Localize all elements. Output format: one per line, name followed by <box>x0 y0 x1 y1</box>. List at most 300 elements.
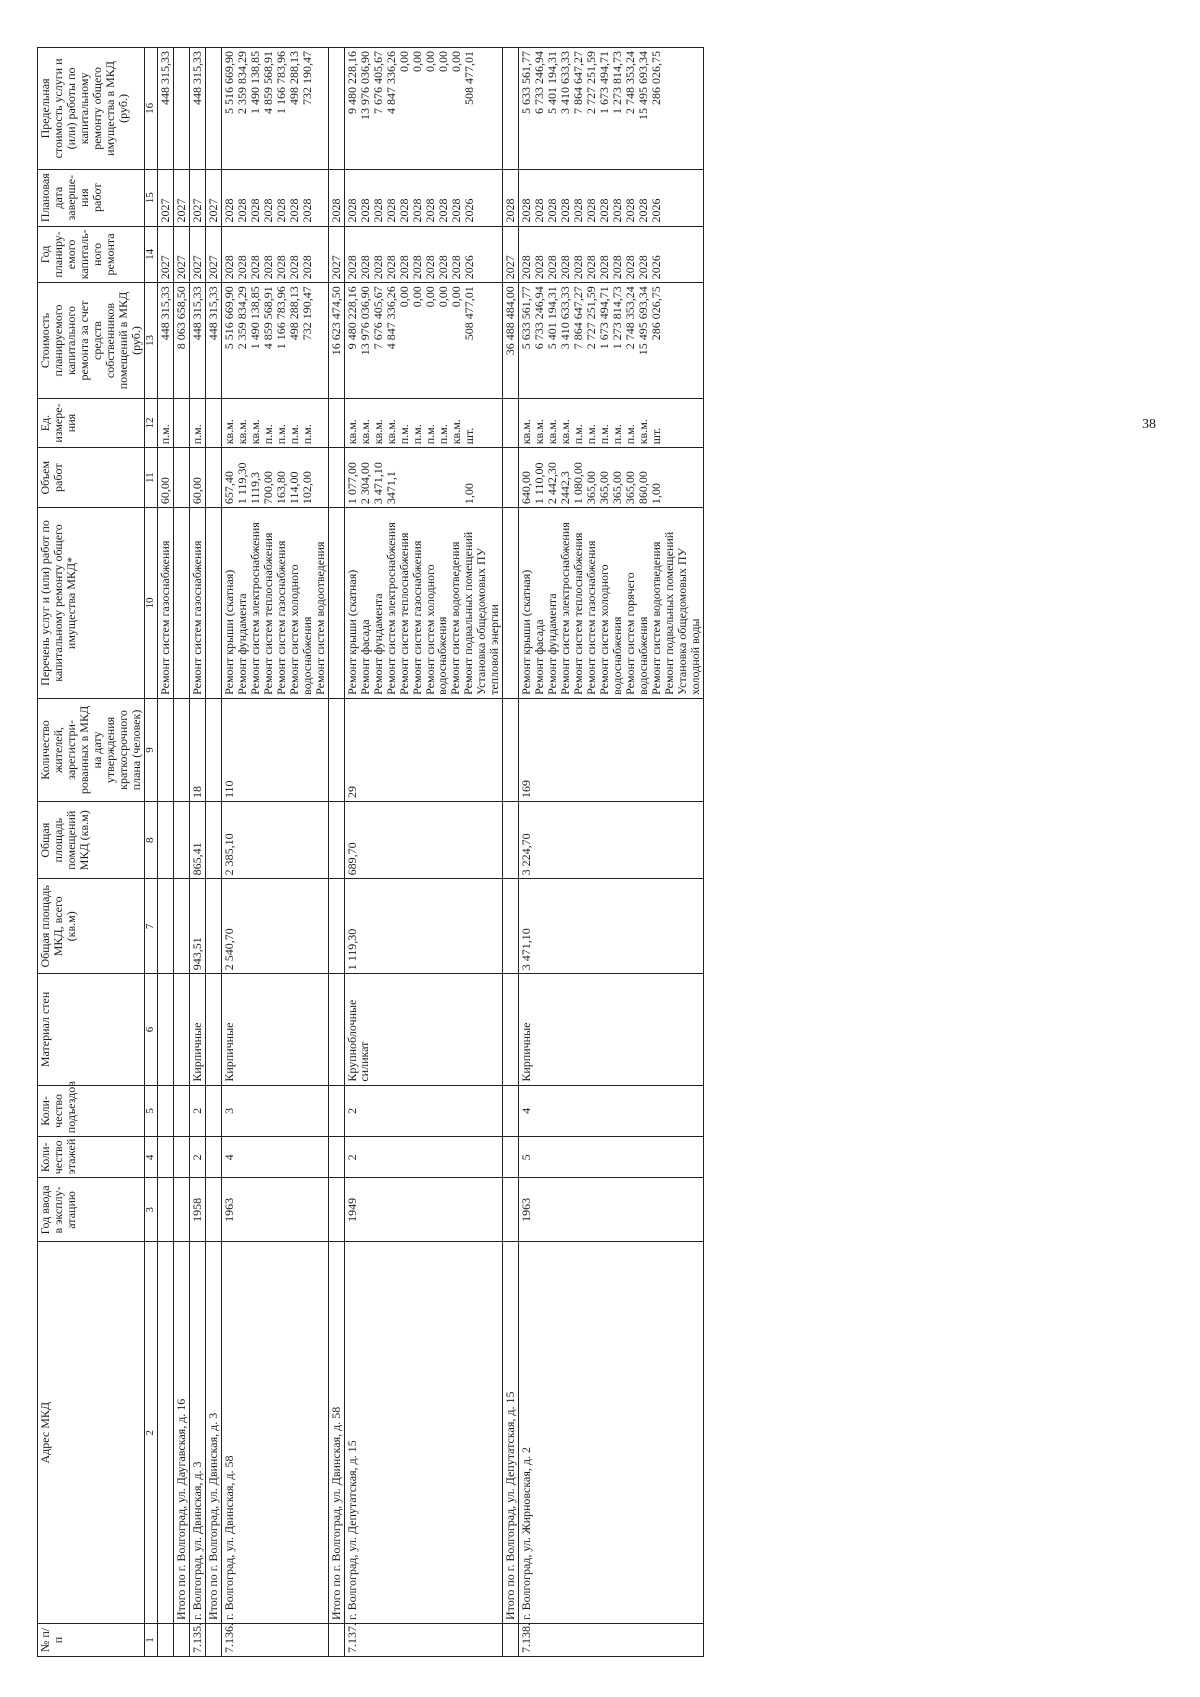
cell-line: 13 976 036,90 <box>357 51 372 120</box>
table-row <box>344 48 503 1657</box>
cell-line: 163,80 <box>273 471 288 505</box>
cell-line: кв.м. <box>448 419 463 445</box>
column-number: 13 <box>144 283 157 399</box>
cell-line: 6 733 246,94 <box>532 51 547 114</box>
cell-line: 2027 <box>157 198 172 223</box>
cell-entrances <box>173 1085 189 1137</box>
cell-line: 4 859 568,91 <box>260 51 275 114</box>
cell-line <box>424 451 437 504</box>
cell-line: 114,00 <box>286 471 301 505</box>
cell-line: 3 471,10 <box>370 462 385 505</box>
cell-address: г. Волгоград, ул. Жирновская, д. 2 <box>519 1242 704 1624</box>
cell-floors <box>157 1137 173 1178</box>
cell-line: Ремонт систем водоотведения <box>312 541 327 695</box>
cell-line: 2028 <box>357 255 372 280</box>
cell-unit <box>519 398 704 448</box>
cell-entrances <box>157 1085 173 1137</box>
cell-line: 0,00 <box>435 286 450 308</box>
cell-line: 508 477,01 <box>461 51 476 105</box>
cell-area-total <box>157 879 173 974</box>
cell-line: 5 633 561,77 <box>519 286 534 350</box>
cell-line: 2 727 251,59 <box>584 286 599 350</box>
cell-volume <box>157 448 173 508</box>
cell-line: Ремонт крыши (скатная) <box>519 569 534 695</box>
cell-cost <box>189 283 205 399</box>
header-row <box>38 48 145 1657</box>
cell-line: 60,00 <box>157 477 172 505</box>
cell-line: 5 633 561,77 <box>519 51 534 114</box>
cell-line: 2028 <box>357 198 372 223</box>
column-number: 7 <box>144 879 157 974</box>
cell-plan-year <box>503 226 519 283</box>
cell-line <box>504 511 517 695</box>
cell-line: 2028 <box>370 255 385 280</box>
cell-unit <box>503 398 519 448</box>
cell-line: п.м. <box>396 424 411 445</box>
cell-line: Ремонт подвальных помещений <box>461 531 476 695</box>
cell-line: 2028 <box>448 255 463 280</box>
cell-address: г. Волгоград, ул. Двинская, д. 3 <box>189 1242 205 1624</box>
column-header: Коли-чество подъездов <box>38 1085 145 1137</box>
cell-volume <box>173 448 189 508</box>
cell-line: 2028 <box>422 198 437 223</box>
cell-volume <box>328 448 344 508</box>
cell-line: 2028 <box>571 198 586 223</box>
cell-line: 2028 <box>610 255 625 280</box>
cell-line: 2028 <box>286 198 301 223</box>
cell-line: п.м. <box>409 424 424 445</box>
cell-line: 2027 <box>157 255 172 280</box>
cell-area-rooms <box>328 802 344 879</box>
cell-end-year <box>205 169 221 226</box>
cell-end-year <box>328 169 344 226</box>
cell-line: 2028 <box>344 255 359 280</box>
cell-line: Ремонт систем горячего водоснабжения <box>623 572 651 695</box>
column-header: Предельная стоимость услуги и (или) работы по капитальному ремонту общего имущества в МКД (руб.) <box>38 48 145 170</box>
cell-floors <box>503 1137 519 1178</box>
cell-line: Установка общедомовых ПУ тепловой энергии <box>474 547 502 695</box>
cell-limit <box>519 48 704 170</box>
cell-works <box>328 508 344 699</box>
cell-line: 2027 <box>189 198 204 223</box>
cell-area-total <box>173 879 189 974</box>
cell-line: п.м. <box>286 424 301 445</box>
column-header: Перечень услуг и (или) работ по капитальному ремонту общего имущества МКД* <box>38 508 145 699</box>
cell-no <box>157 1624 173 1657</box>
cell-line <box>175 451 188 504</box>
cell-line: Ремонт систем холодного водоснабжения <box>286 564 314 695</box>
cell-line: 2027 <box>503 255 518 280</box>
cell-line: 1 673 494,71 <box>597 51 612 114</box>
cell-line: 4 847 336,26 <box>383 51 398 114</box>
cell-line: шт. <box>649 427 664 445</box>
cell-line: 448 315,33 <box>205 286 220 341</box>
cell-area-rooms <box>503 802 519 879</box>
cell-line: 1 273 814,73 <box>610 51 625 114</box>
cell-limit <box>189 48 205 170</box>
cell-line: 2028 <box>636 198 651 223</box>
cell-line: 16 623 474,50 <box>328 286 343 356</box>
cell-line: Установка общедомовых ПУ холодной воды <box>675 547 703 695</box>
cell-year <box>173 1178 189 1242</box>
cell-line: 2 442,30 <box>545 462 560 505</box>
cell-entrances: 2 <box>344 1085 503 1137</box>
cell-line: Ремонт фасада <box>357 619 372 695</box>
cell-cost <box>519 283 704 399</box>
cell-line: п.м. <box>422 424 437 445</box>
column-header: Общая площадь помещений МКД (кв.м) <box>38 802 145 879</box>
cell-line: 2028 <box>558 255 573 280</box>
cell-line: 2028 <box>370 198 385 223</box>
cell-line: 2028 <box>422 255 437 280</box>
cell-no <box>328 1624 344 1657</box>
cell-line: 8 063 658,50 <box>173 286 188 350</box>
cell-walls <box>328 974 344 1085</box>
cell-line: кв.м. <box>357 419 372 445</box>
cell-line: 2028 <box>558 198 573 223</box>
cell-end-year <box>189 169 205 226</box>
cell-line: 2028 <box>383 198 398 223</box>
cell-floors: 2 <box>344 1137 503 1178</box>
cell-year <box>503 1178 519 1242</box>
cell-plan-year <box>328 226 344 283</box>
cell-line: 3 410 633,33 <box>558 51 573 114</box>
cell-line: 2028 <box>247 198 262 223</box>
cell-floors <box>173 1137 189 1178</box>
cell-walls: Кирпичные <box>221 974 328 1085</box>
cell-line <box>207 402 220 445</box>
cell-line: Ремонт систем газоснабжения <box>273 540 288 695</box>
cell-line <box>330 402 343 445</box>
cell-line: Ремонт систем теплоснабжения <box>571 532 586 695</box>
cell-line: 5 516 669,90 <box>221 51 236 114</box>
cell-works <box>205 508 221 699</box>
cell-line: 1 166 783,96 <box>273 286 288 350</box>
cell-line: 2028 <box>571 255 586 280</box>
column-number: 10 <box>144 508 157 699</box>
column-header: Количество жителей, зарегистри-рованных в МКД на дату утверждения краткосрочного плана (человек) <box>38 698 145 801</box>
cell-line: кв.м. <box>234 419 249 445</box>
cell-entrances <box>503 1085 519 1137</box>
cell-line: 2028 <box>584 255 599 280</box>
cell-no: 7.137. <box>344 1624 503 1657</box>
column-header: Адрес МКД <box>38 1242 145 1624</box>
cell-line: Ремонт систем теплоснабжения <box>396 532 411 695</box>
cell-floors: 4 <box>221 1137 328 1178</box>
cell-line <box>207 51 220 166</box>
cell-line: Ремонт систем газоснабжения <box>157 540 172 695</box>
cell-line: 2028 <box>247 255 262 280</box>
cell-line: кв.м. <box>370 419 385 445</box>
cell-line: 7 864 647,27 <box>571 51 586 114</box>
cell-line: кв.м. <box>532 419 547 445</box>
cell-unit <box>189 398 205 448</box>
cell-year: 1963 <box>519 1178 704 1242</box>
cell-line: 2028 <box>396 198 411 223</box>
cell-line: 2442,3 <box>558 471 573 505</box>
cell-line: 448 315,33 <box>157 286 172 341</box>
cell-line: Ремонт фундамента <box>545 593 560 695</box>
cell-area-rooms: 3 224,70 <box>519 802 704 879</box>
cell-line: 2028 <box>221 198 236 223</box>
cell-line: 2028 <box>448 198 463 223</box>
cell-line: 2027 <box>173 255 188 280</box>
cell-line: 2028 <box>584 198 599 223</box>
column-header: Плановая дата заверше-ния работ <box>38 169 145 226</box>
cell-line: 0,00 <box>422 51 437 72</box>
column-header: Стоимость планируемого капитального ремонта за счет средств собственников помещений в МКД (руб.) <box>38 283 145 399</box>
column-header: Объем работ <box>38 448 145 508</box>
cell-works <box>344 508 503 699</box>
cell-line: 448 315,33 <box>189 51 204 105</box>
cell-no: 7.135. <box>189 1624 205 1657</box>
cell-year: 1963 <box>221 1178 328 1242</box>
cell-line: 2028 <box>519 198 534 223</box>
cell-line: 2028 <box>435 255 450 280</box>
table-row-subtotal <box>328 48 344 1657</box>
cell-line: 365,00 <box>584 471 599 505</box>
cell-line: 2027 <box>205 198 220 223</box>
column-number: 16 <box>144 48 157 170</box>
cell-plan-year <box>221 226 328 283</box>
cell-unit <box>157 398 173 448</box>
cell-walls: Кирпичные <box>519 974 704 1085</box>
cell-area-rooms: 865,41 <box>189 802 205 879</box>
table-row-subtotal <box>503 48 519 1657</box>
cell-line: 2028 <box>273 198 288 223</box>
cell-line: 1,00 <box>649 483 664 505</box>
cell-plan-year <box>157 226 173 283</box>
cell-line: 15 495 693,34 <box>636 286 651 356</box>
cell-line: 2028 <box>234 255 249 280</box>
cell-line <box>411 451 424 504</box>
cell-limit <box>328 48 344 170</box>
cell-cost <box>173 283 189 399</box>
cell-line: п.м. <box>610 424 625 445</box>
cell-line: 2028 <box>299 198 314 223</box>
cell-line: 9 480 228,16 <box>344 51 359 114</box>
cell-volume <box>344 448 503 508</box>
cell-line <box>437 451 450 504</box>
cell-address: г. Волгоград, ул. Двинская, д. 58 <box>221 1242 328 1624</box>
table-row <box>519 48 704 1657</box>
cell-line: Ремонт систем газоснабжения <box>584 540 599 695</box>
column-number: 11 <box>144 448 157 508</box>
cell-line: 2028 <box>532 198 547 223</box>
cell-line: 0,00 <box>422 286 437 308</box>
cell-entrances: 4 <box>519 1085 704 1137</box>
cell-line <box>330 451 343 504</box>
cell-line: Ремонт систем электроснабжения <box>558 522 573 695</box>
cell-line: 732 190,47 <box>299 286 314 341</box>
cell-line: 2027 <box>189 255 204 280</box>
cell-line: 0,00 <box>409 51 424 72</box>
column-header: Год ввода в эксплу-атацию <box>38 1178 145 1242</box>
cell-line: кв.м. <box>383 419 398 445</box>
cell-plan-year <box>205 226 221 283</box>
cell-address: Итого по г. Волгоград, ул. Даугавская, д. 16 <box>173 1242 189 1624</box>
cell-line: 0,00 <box>409 286 424 308</box>
cell-cost <box>157 283 173 399</box>
cell-line: Ремонт систем электроснабжения <box>247 522 262 695</box>
cell-residents <box>173 698 189 801</box>
cell-cost <box>221 283 328 399</box>
cell-line: 732 190,47 <box>299 51 314 105</box>
cell-line: кв.м. <box>636 419 651 445</box>
cell-no: 7.138. <box>519 1624 704 1657</box>
cell-line: 2026 <box>649 198 664 223</box>
cell-line: 2028 <box>328 198 343 223</box>
cell-unit <box>205 398 221 448</box>
cell-line: 36 488 484,00 <box>503 286 518 356</box>
cell-line: 2028 <box>623 198 638 223</box>
cell-line: 2028 <box>435 198 450 223</box>
cell-line <box>330 511 343 695</box>
cell-line: кв.м. <box>247 419 262 445</box>
cell-line: 2 359 834,29 <box>234 51 249 114</box>
column-number: 8 <box>144 802 157 879</box>
cell-line: 2026 <box>461 198 476 223</box>
cell-residents: 110 <box>221 698 328 801</box>
cell-address <box>157 1242 173 1624</box>
column-number: 15 <box>144 169 157 226</box>
cell-line: 365,00 <box>623 471 638 505</box>
capital-repair-table <box>37 47 704 1657</box>
cell-line: 0,00 <box>448 286 463 308</box>
cell-line: 1 110,00 <box>532 462 547 505</box>
cell-line: 0,00 <box>448 51 463 72</box>
cell-line: 2 748 353,24 <box>623 286 638 350</box>
cell-plan-year <box>344 226 503 283</box>
cell-floors <box>328 1137 344 1178</box>
cell-line: 1 077,00 <box>344 462 359 505</box>
cell-line <box>175 511 188 695</box>
cell-end-year <box>221 169 328 226</box>
cell-limit <box>205 48 221 170</box>
column-number: 3 <box>144 1178 157 1242</box>
column-header: Общая площадь МКД, всего (кв.м) <box>38 879 145 974</box>
cell-line: Ремонт фасада <box>532 619 547 695</box>
cell-line: Ремонт систем водоотведения <box>448 541 463 695</box>
cell-line: 286 026,75 <box>649 286 664 341</box>
cell-limit <box>173 48 189 170</box>
cell-unit <box>173 398 189 448</box>
cell-limit <box>344 48 503 170</box>
cell-line: Ремонт систем холодного водоснабжения <box>597 564 625 695</box>
cell-line: 1,00 <box>461 483 476 505</box>
cell-line: 640,00 <box>519 471 534 505</box>
cell-line: 2028 <box>396 255 411 280</box>
cell-line: п.м. <box>597 424 612 445</box>
cell-line: 7 864 647,27 <box>571 286 586 350</box>
cell-line: 2028 <box>636 255 651 280</box>
cell-line <box>175 402 188 445</box>
cell-no <box>503 1624 519 1657</box>
cell-line: 365,00 <box>610 471 625 505</box>
cell-address: Итого по г. Волгоград, ул. Депутатская, д. 15 <box>503 1242 519 1624</box>
cell-end-year <box>173 169 189 226</box>
cell-line: 2028 <box>610 198 625 223</box>
cell-works <box>173 508 189 699</box>
cell-line: 1 166 783,96 <box>273 51 288 114</box>
cell-line: 7 676 405,67 <box>370 286 385 350</box>
cell-line: 2028 <box>409 198 424 223</box>
cell-residents <box>503 698 519 801</box>
table-row <box>221 48 328 1657</box>
cell-floors <box>205 1137 221 1178</box>
cell-line: 286 026,75 <box>649 51 664 105</box>
cell-line: 15 495 693,34 <box>636 51 651 120</box>
column-number: 14 <box>144 226 157 283</box>
cell-line: 0,00 <box>435 51 450 72</box>
cell-plan-year <box>173 226 189 283</box>
cell-line: 2026 <box>461 255 476 280</box>
cell-line: 4 847 336,26 <box>383 286 398 350</box>
cell-line: 2027 <box>328 255 343 280</box>
cell-line: 3 410 633,33 <box>558 286 573 350</box>
cell-line: 2028 <box>383 255 398 280</box>
cell-line: п.м. <box>157 424 172 445</box>
cell-residents <box>157 698 173 801</box>
cell-year <box>205 1178 221 1242</box>
cell-address: Итого по г. Волгоград, ул. Двинская, д. 58 <box>328 1242 344 1624</box>
cell-line: 2026 <box>649 255 664 280</box>
cell-area-total: 943,51 <box>189 879 205 974</box>
cell-no: 7.136. <box>221 1624 328 1657</box>
cell-line <box>398 451 411 504</box>
cell-residents <box>328 698 344 801</box>
cell-line: 2028 <box>260 198 275 223</box>
cell-residents: 29 <box>344 698 503 801</box>
cell-year: 1958 <box>189 1178 205 1242</box>
cell-line: 0,00 <box>396 51 411 72</box>
cell-line: 2028 <box>234 198 249 223</box>
cell-line <box>207 511 220 695</box>
cell-line: 1 490 138,85 <box>247 286 262 350</box>
cell-area-total: 1 119,30 <box>344 879 503 974</box>
cell-entrances: 2 <box>189 1085 205 1137</box>
cell-line: п.м. <box>299 424 314 445</box>
cell-line: 102,00 <box>299 471 314 505</box>
cell-plan-year <box>519 226 704 283</box>
column-number: 1 <box>144 1624 157 1657</box>
cell-line: 2028 <box>260 255 275 280</box>
cell-line: 1 490 138,85 <box>247 51 262 114</box>
cell-line: 2 359 834,29 <box>234 286 249 350</box>
cell-line: кв.м. <box>519 419 534 445</box>
cell-line: 498 288,13 <box>286 286 301 341</box>
cell-limit <box>221 48 328 170</box>
cell-line: 0,00 <box>396 286 411 308</box>
column-number: 5 <box>144 1085 157 1137</box>
cell-line: кв.м. <box>558 419 573 445</box>
cell-works <box>519 508 704 699</box>
cell-line: 2028 <box>286 255 301 280</box>
cell-address: Итого по г. Волгоград, ул. Двинская, д. 3 <box>205 1242 221 1624</box>
cell-line: 2028 <box>299 255 314 280</box>
cell-line: 2 304,00 <box>357 462 372 505</box>
cell-walls <box>157 974 173 1085</box>
cell-line: п.м. <box>260 424 275 445</box>
cell-line: кв.м. <box>344 419 359 445</box>
cell-walls <box>503 974 519 1085</box>
table-row-subtotal <box>157 48 173 1657</box>
cell-line: п.м. <box>584 424 599 445</box>
cell-line: 2028 <box>623 255 638 280</box>
cell-cost <box>344 283 503 399</box>
cell-line: 1119,3 <box>247 471 262 505</box>
cell-plan-year <box>189 226 205 283</box>
